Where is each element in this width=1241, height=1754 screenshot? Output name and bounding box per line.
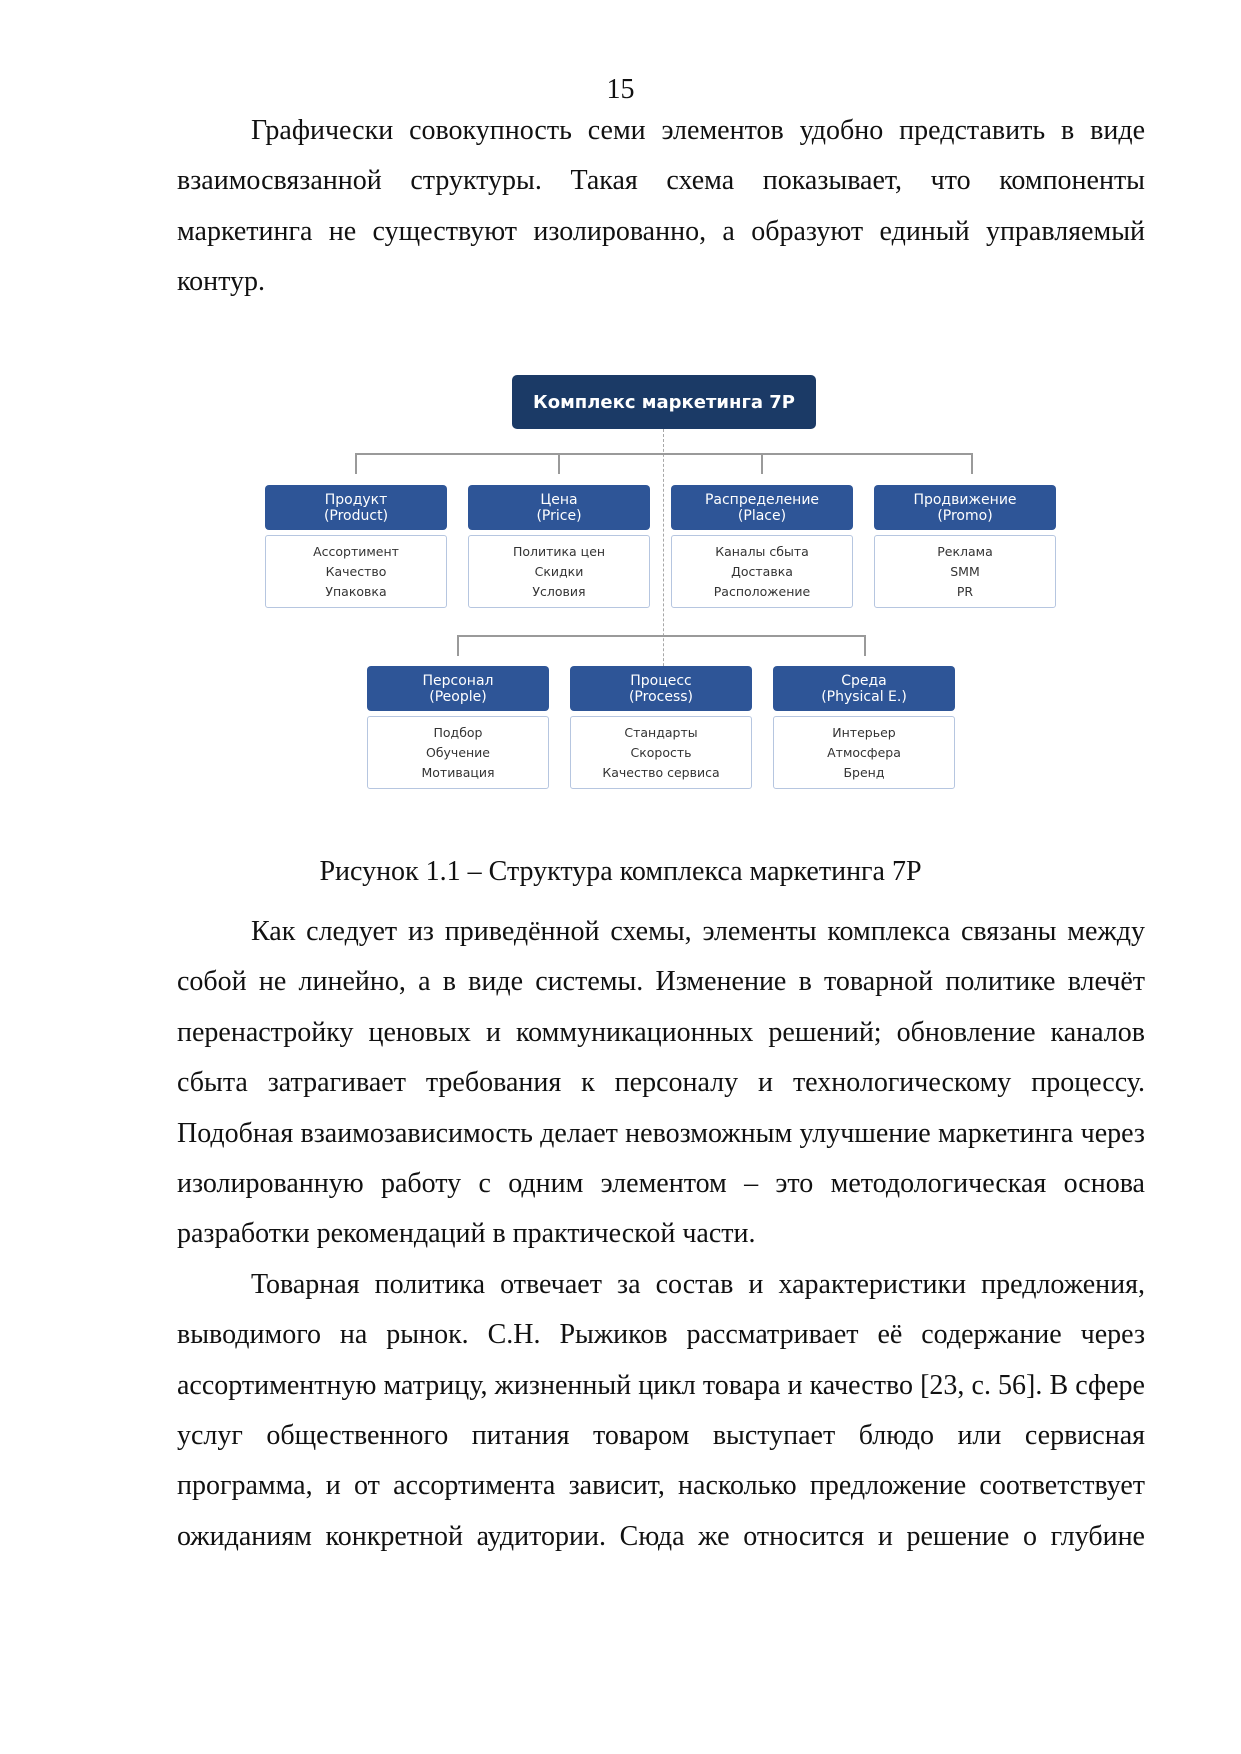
node-item: Качество [325, 563, 387, 579]
node-item: Обучение [425, 744, 490, 760]
node-subtitle: (Process) [628, 688, 694, 705]
node-item: Бренд [843, 764, 885, 780]
node-item: Ассортимент [313, 543, 399, 559]
node-physical-header [773, 666, 955, 711]
node-price-items [468, 535, 650, 608]
node-item: Стандарты [624, 724, 698, 740]
node-title: Продукт [324, 491, 388, 508]
node-item: Интерьер [832, 724, 896, 740]
node-price-header [468, 485, 650, 530]
node-subtitle: (Physical E.) [821, 688, 907, 705]
node-item: Подбор [433, 724, 483, 740]
node-promo-header [874, 485, 1056, 530]
node-people-header [367, 666, 549, 711]
node-process-items [570, 716, 752, 789]
paragraph-product-policy: Товарная политика отвечает за состав и характеристики предложения, выводимого на рынок. С.Н. Рыжиков рассматривает её содержание через ассортиментную матрицу, жизненный цикл товара и качество [23, с. 56]. В сфере услуг общественного питания товаром выступает блюдо или сервисная программа, и от ассортимента зависит, насколько предложение соответствует ожиданиям конкретной аудитории. Сюда же относится и решение о глубине [177, 1268, 1145, 1552]
node-title: Распределение [704, 491, 820, 508]
node-item: SMM [950, 563, 980, 579]
body-text-block [177, 907, 1145, 1562]
node-item: Политика цен [512, 543, 606, 559]
node-title: Продвижение [913, 491, 1017, 508]
node-title: Цена [540, 491, 578, 508]
node-item: Упаковка [325, 583, 387, 599]
node-product-items [265, 535, 447, 608]
node-item: Скорость [630, 744, 692, 760]
figure-caption: Рисунок 1.1 – Структура комплекса маркетинга 7P [319, 856, 922, 887]
node-process-header [570, 666, 752, 711]
node-item: PR [956, 583, 974, 599]
node-product-header [265, 485, 447, 530]
node-place-header [671, 485, 853, 530]
node-title: Среда [841, 672, 887, 689]
node-subtitle: (Place) [737, 507, 787, 524]
connector-physical [864, 635, 866, 656]
node-item: Мотивация [421, 764, 495, 780]
node-subtitle: (Promo) [937, 507, 993, 524]
diagram-root-node: Комплекс маркетинга 7P [512, 375, 816, 429]
node-subtitle: (People) [429, 688, 487, 705]
page-number: 15 [606, 74, 635, 105]
bottom-branch-line [457, 635, 865, 637]
node-title: Процесс [630, 672, 692, 689]
connector-promo [971, 453, 973, 474]
paragraph-analysis: Как следует из приведённой схемы, элементы комплекса связаны между собой не линейно, а в виде системы. Изменение в товарной политике влечёт перенастройку ценовых и коммуникационных решений; обновление каналов сбыта затрагивает требования к персоналу и технологическому процессу. Подобная взаимозависимость делает невозможным улучшение маркетинга через изолированную работу с одним элементом – это методологическая основа разработки рекомендаций в практической части. [177, 916, 1145, 1250]
node-place-items [671, 535, 853, 608]
node-item: Атмосфера [827, 744, 901, 760]
node-people-items [367, 716, 549, 789]
node-item: Расположение [713, 583, 811, 599]
node-item: Каналы сбыта [715, 543, 809, 559]
node-subtitle: (Price) [536, 507, 582, 524]
intro-text-block [177, 106, 1145, 308]
node-physical-items [773, 716, 955, 789]
node-promo-items [874, 535, 1056, 608]
node-title: Персонал [422, 672, 494, 689]
connector-product [355, 453, 357, 474]
top-branch-line [355, 453, 972, 455]
node-subtitle: (Product) [323, 507, 389, 524]
node-item: Качество сервиса [602, 764, 720, 780]
node-item: Условия [532, 583, 586, 599]
connector-place [761, 453, 763, 474]
node-item: Реклама [937, 543, 993, 559]
connector-price [558, 453, 560, 474]
paragraph-intro: Графически совокупность семи элементов удобно представить в виде взаимосвязанной структуры. Такая схема показывает, что компоненты маркетинга не существуют изолированно, а образуют единый управляемый контур. [177, 115, 1145, 298]
connector-people [457, 635, 459, 656]
node-item: Доставка [731, 563, 793, 579]
node-item: Скидки [534, 563, 584, 579]
marketing-7p-diagram [250, 365, 1070, 805]
